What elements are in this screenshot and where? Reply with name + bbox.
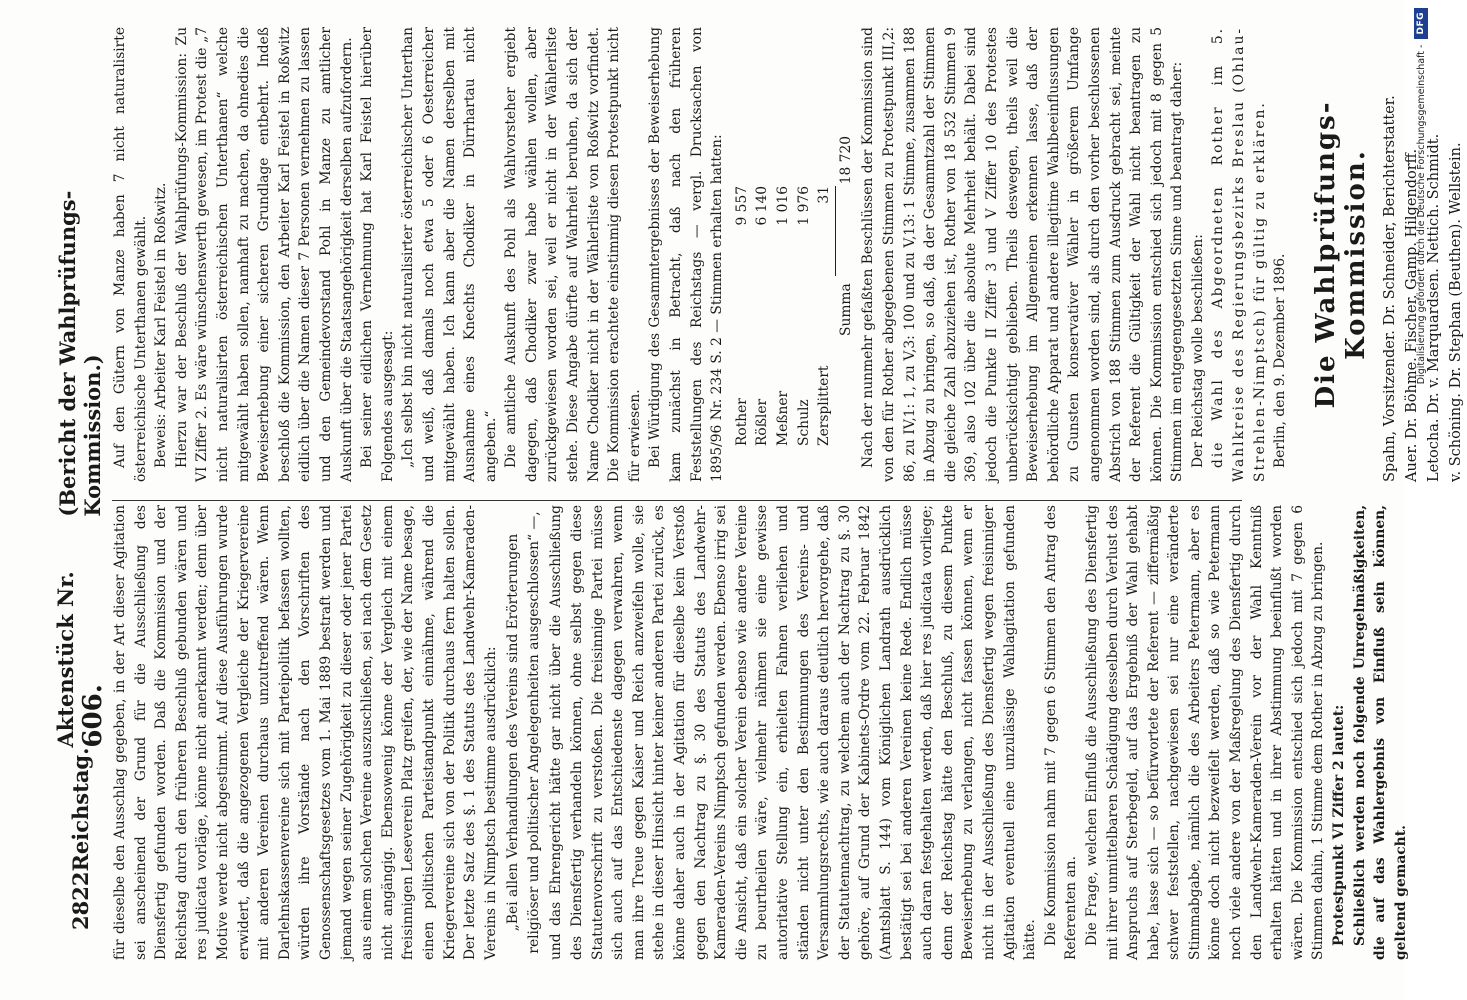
paragraph: Auf den Gütern von Manze haben 7 nicht naturalisirte österreichische Unterthanen gewählt. bbox=[112, 27, 149, 482]
page-header bbox=[52, 60, 108, 930]
paragraph: Die Kommission nahm mit 7 gegen 6 Stimmen den Antrag des Referenten an. bbox=[1042, 505, 1080, 960]
paragraph: Die Frage, welchen Einfluß die Ausschließung des Diensfertig mit ihrer unmittelbaren Schädigung desselben durch Verlust des Anspruchs auf Sterbegeld, auf das Ergebniß der Wahl gehabt habe, lasse sich — so befürwortete der Referent — ziffermäßig schwer feststellen, nachgewiesen sei nur eine veränderte Stimmabgabe, nämlich die des Arbeiters Petermann, aber es könne doch nicht bezweifelt werden, daß so wie Petermann noch viele andere von der Maßregelung des Diensfertig durch den Landwehr-Kameraden-Verein vor der Wahl Kenntniß erhalten hätten und in ihrer Abstimmung beeinflußt worden wären. Die Kommission entschied sich jedoch mit 7 gegen 6 Stimmen dahin, 1 Stimme dem Rother in Abzug zu bringen. bbox=[1083, 504, 1327, 960]
signature-line: Letocha. Dr. v. Marquardsen. Nettich. Schmidt. bbox=[1425, 133, 1442, 482]
paragraph: Die amtliche Auskunft des Pohl als Wahlvorsteher ergiebt dagegen, daß Chodiker zwar habe wählen wollen, aber zurückgewiesen worden sei, weil er nicht in der Wählerliste stehe. Diese Angabe dürfte auf Wahrheit beruhen, da sich der Name Chodiker nicht in der Wählerliste von Roßwitz vorfindet. Die Kommission erachtete einstimmig diesen Protestpunkt nicht für erwiesen. bbox=[503, 27, 643, 482]
candidate-name: Meßner bbox=[775, 390, 791, 446]
paragraph: Bei Würdigung des Gesammtergebnisses der Beweiserhebung kam zunächst in Betracht, daß nach den früheren Feststellungen des Reichstags — vergl. Drucksachen von 1895/96 Nr. 234 S. 2 — Stimmen erhalten hatten: bbox=[647, 27, 726, 482]
quotation: „Ich selbst bin nicht naturalisirter österreichischer Unterthan und weiß, daß damals noch etwa 5 oder 6 Oesterreicher mitgewählt haben. Ich kann aber die Namen derselben mit Ausnahme eines Knechts Chodiker in Dürrhartau nicht angeben.“ bbox=[400, 27, 499, 482]
vote-row bbox=[773, 186, 794, 446]
vote-row bbox=[814, 186, 836, 446]
right-column bbox=[110, 27, 1467, 482]
paragraph: Nach der nunmehr gefaßten Beschlüssen der Kommission sind von den für Rother abgegebenen Stimmen zu Protestpunkt III,2: 86, zu IV,1: 1, zu V,3: 100 und zu V,13: 1 Stimme, zusammen 188 in Abzug zu bringen, so daß, da der Gesammtzahl der Stimmen die gleiche Zahl abzuziehen ist, Rother von 18 532 Stimmen 9 369, also 102 über die absolute Mehrheit behält. Dabei sind jedoch die Punkte II Ziffer 3 und V Ziffer 10 des Protestes unberücksichtigt geblieben. Theils deswegen, theils weil die Beweiserhebung im Allgemeinen erkennen lasse, daß der behördliche Apparat und andere illegitime Wahlbeeinflussungen zu Gunsten konservativer Wähler in größerem Umfange angenommen worden sind, als durch den vorher beschlossenen Abstrich von 188 Stimmen zum Ausdruck gebracht sei, meinte der Referent die Gültigkeit der Wahl nicht beantragen zu können. Die Kommission entschied sich jedoch mit 8 gegen 5 Stimmen im entgegengesetzten Sinne und beantragt daher: bbox=[860, 27, 1186, 482]
column-divider bbox=[112, 500, 1242, 501]
publication-title: Reichstag. bbox=[67, 747, 93, 872]
vote-count: 9 557 bbox=[733, 186, 750, 226]
paragraph: Bei seiner eidlichen Vernehmung hat Karl Feistel hierüber Folgendes ausgesagt: bbox=[359, 27, 396, 482]
commission-title: Die Wahlprüfungs-Kommission. bbox=[1310, 100, 1371, 409]
aktenstueck-number: 606. bbox=[77, 684, 108, 748]
signature-line: Spahn, Vorsitzender. Dr. Schneider, Berichterstatter. bbox=[1381, 95, 1398, 482]
quotation: „Bei allen Verhandlungen des Vereins sind Erörterungen religiöser und politischer Angelegenheiten ausgeschlossen“ —, bbox=[505, 511, 542, 954]
paragraph: Schließlich werden noch folgende Unregelmäßigkeiten, die auf das Wahlergebnis von Einfluß sein können, geltend gemacht. bbox=[1351, 505, 1409, 960]
vote-count: 1 976 bbox=[795, 186, 812, 226]
vote-row bbox=[752, 186, 773, 446]
dfg-watermark-text: Digitalisierung gefördert durch die Deutsche Forschungsgemeinschaft - bbox=[1415, 44, 1427, 385]
paragraph: und das Ehrengericht hätte gar nicht über die Ausschließung des Diensfertig verhandeln können, ohne selbst gegen diese Statutenvorschrift zu verstoßen. Die freisinnige Partei müsse sich auch auf das Entschiedenste dagegen verwahren, wenn man ihre Treue gegen Kaiser und Reich anzweifeln wolle, sie stehe in dieser Hinsicht hinter keiner anderen Partei zurück, es könne daher auch in der Agitation für dieselbe kein Verstoß gegen den Nachtrag zu §. 30 des Statuts des Landwehr-Kameraden-Vereins Nimptsch gefunden werden. Ebenso irrig sei die Ansicht, daß ein solcher Verein ebenso wie andere Vereine zu beurtheilen wäre, vielmehr nähmen sie eine gewisse autoritative Stellung ein, erhielten Fahnen verliehen und ständen nicht unter den Bestimmungen des Vereins- und Versammlungsrechts, wie auch daraus deutlich hervorgehe, daß der Statutennachtrag, zu welchem auch der Nachtrag zu §. 30 gehöre, auf Grund der Kabinets-Ordre vom 22. Februar 1842 (Amtsblatt S. 144) vom Königlichen Landrath ausdrücklich bestätigt sei bei anderen Vereinen keine Rede. Endlich müsse auch daran festgehalten werden, daß hier res judicata vorliege; denn der Reichstag hätte den Beschluß, zu diesem Punkte Beweiserhebung zu verlangen, nicht fassen können, wenn er nicht in der Ausschließung des Diensfertig wegen freisinniger Agitation eventuell eine unzulässige Wahlagitation gefunden hätte. bbox=[548, 505, 1039, 960]
vote-total-row bbox=[836, 136, 857, 336]
candidate-name: Rößler bbox=[754, 398, 771, 446]
aktenstueck-label: Aktenstück Nr. bbox=[52, 571, 78, 748]
paragraph: für dieselbe den Ausschlag gegeben, in der Art dieser Agitation sei anscheinend der Grund für die Ausschließung des Diensfertig gefunden worden. Daß die Kommission und der Reichstag durch den früheren Beschluß gebunden wären und res judicata vorläge, könne nicht anerkannt werden; denn über Motive werde nicht abgestimmt. Auf diese Ausführungen wurde erwidert, daß die angezogenen Vergleiche der Kriegervereine mit anderen Vereinen durchaus unzutreffend wären. Wenn Darlehnskassenvereine sich mit Parteipolitik befassen wollten, würden ihre Vorstände nach den Vorschriften des Genossenschaftsgesetzes vom 1. Mai 1889 bestraft werden und jemand wegen seiner Zugehörigkeit zu dieser oder jener Partei aus einem solchen Vereine auszuschließen, sei nach dem Gesetz nicht angängig. Ebensowenig könne der Vergleich mit einem freisinnigen Leseverein Platz greifen, der, wie der Name besage, einen politischen Parteistandpunkt einnähme, während die Kriegervereine sich von der Politik durchaus fern halten sollen. Der letzte Satz des §. 1 des Statuts des Landwehr-Kameraden-Vereins in Nimptsch bestimme ausdrücklich: bbox=[112, 505, 499, 960]
motion-text: die Wahl des Abgeordneten Rother im 5. Wahlkreise des Regierungsbezirks Breslau (Ohlau-Strehlen-Nimptsch) für gültig zu erklären. bbox=[1210, 27, 1268, 482]
dfg-watermark-text-wrap bbox=[1410, 8, 1432, 588]
aktenstueck-heading bbox=[53, 517, 108, 748]
vote-total-value: 18 720 bbox=[837, 136, 854, 185]
vote-count: 6 140 bbox=[754, 186, 771, 226]
candidate-name: Rother bbox=[733, 398, 750, 446]
dfg-watermark bbox=[1410, 8, 1432, 588]
motion-intro: Der Reichstag wolle beschließen: bbox=[1189, 234, 1206, 468]
evidence-line: Beweis: Arbeiter Karl Feistel in Roßwitz. bbox=[153, 182, 170, 468]
vote-row bbox=[794, 186, 815, 446]
date-line: Berlin, den 9. Dezember 1896. bbox=[1272, 253, 1289, 468]
candidate-name: Zersplittert bbox=[816, 365, 833, 446]
candidate-name: Schulz bbox=[795, 399, 812, 446]
vote-total-label: Summa bbox=[837, 283, 854, 336]
vote-table bbox=[732, 27, 857, 446]
signature-line: v. Schöning. Dr. Stephan (Beuthen). Wellstein. bbox=[1447, 142, 1464, 482]
paragraph: Hierzu war der Beschluß der Wahlprüfungs-Kommission: Zu VI Ziffer 2. Es wäre wünschenswerth gewesen, im Protest die „7 nicht naturalisirten österreichischen Unterthanen“ welche mitgewählt haben sollen, namhaft zu machen, da ohnedies die Beweiserhebung einer sicheren Grundlage entbehrt. Indeß beschloß die Kommission, den Arbeiter Karl Feistel in Roßwitz eidlich über die Namen dieser 7 Personen vernehmen zu lassen und den Gemeindevorstand Pohl in Manze zu amtlicher Auskunft über die Staatsangehörigkeit derselben aufzufordern. bbox=[173, 27, 355, 482]
protest-point-heading: Protestpunkt VI Ziffer 2 lautet: bbox=[1331, 704, 1348, 946]
vote-row bbox=[732, 186, 753, 446]
vote-count: 31 bbox=[814, 186, 836, 276]
page-number: 2822 bbox=[67, 871, 93, 930]
signature-line: Auer. Dr. Böhme. Fischer. Gamp. Hilgendorff. bbox=[1403, 148, 1420, 482]
vote-count: 1 016 bbox=[775, 186, 791, 226]
left-column bbox=[110, 505, 1411, 960]
dfg-logo-icon: DFG bbox=[1414, 8, 1428, 39]
report-subject: (Bericht der Wahlprüfungs-Kommission.) bbox=[55, 190, 105, 517]
